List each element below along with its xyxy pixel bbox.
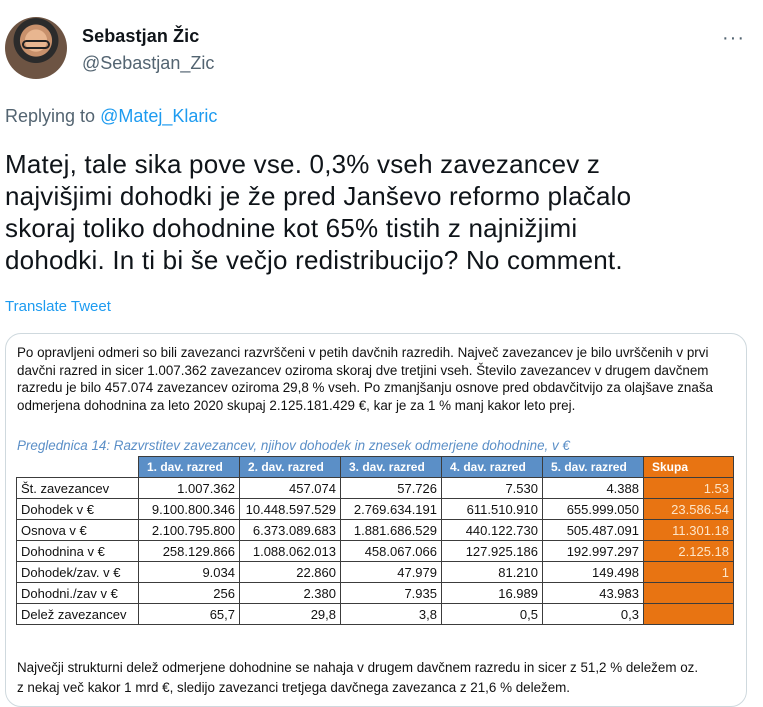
- header-cell-total: Skupa: [644, 457, 734, 478]
- table-cell: 258.129.866: [139, 541, 240, 562]
- table-cell: 457.074: [240, 478, 341, 499]
- table-cell: 0,3: [543, 604, 644, 625]
- reply-to-link[interactable]: @Matej_Klaric: [100, 106, 218, 126]
- table-cell: 9.100.800.346: [139, 499, 240, 520]
- table-cell: 2.380: [240, 583, 341, 604]
- table-cell: 1.007.362: [139, 478, 240, 499]
- author-handle[interactable]: @Sebastjan_Zic: [82, 53, 215, 73]
- header-cell: 5. dav. razred: [543, 457, 644, 478]
- table-cell: 7.530: [442, 478, 543, 499]
- table-cell: 81.210: [442, 562, 543, 583]
- image-intro-text: Po opravljeni odmeri so bili zavezanci razvrščeni v petih davčnih razredih. Največ zavezancev je bilo uvrščenih v prvi davčni razred in sicer 1.007.362 zavezancev oziroma skoraj dve tretjini vseh. Število zavezancev v drugem davčnem razredu je bilo 457.074 zavezancev oziroma 29,8 % vseh. Po zmanjšanju osnove pred obdavčitvijo za olajšave znaša odmerjena dohodnina za leto 2020 skupaj 2.125.181.429 €, kar je za 1 % manj kakor leto prej.: [17, 345, 713, 413]
- table-cell: 57.726: [341, 478, 442, 499]
- table-cell-total: 2.125.18: [644, 541, 734, 562]
- table-cell: 9.034: [139, 562, 240, 583]
- row-label: Dohodnina v €: [17, 541, 139, 562]
- table-cell: 1.881.686.529: [341, 520, 442, 541]
- header-cell: 3. dav. razred: [341, 457, 442, 478]
- table-cell: 2.769.634.191: [341, 499, 442, 520]
- table-cell: 43.983: [543, 583, 644, 604]
- table-cell: 611.510.910: [442, 499, 543, 520]
- table-cell: 440.122.730: [442, 520, 543, 541]
- table-cell: 16.989: [442, 583, 543, 604]
- more-options-icon[interactable]: ···: [722, 27, 745, 49]
- table-row: [17, 520, 734, 541]
- table-cell: 0,5: [442, 604, 543, 625]
- table-cell-total: 1.53: [644, 478, 734, 499]
- table-cell: 6.373.089.683: [240, 520, 341, 541]
- table-cell: 655.999.050: [543, 499, 644, 520]
- table-cell: 22.860: [240, 562, 341, 583]
- row-label: Dohodek v €: [17, 499, 139, 520]
- table-cell: 29,8: [240, 604, 341, 625]
- reply-prefix: Replying to: [5, 106, 96, 126]
- table-cell: 4.388: [543, 478, 644, 499]
- table-header-row: [17, 457, 734, 478]
- row-label: Osnova v €: [17, 520, 139, 541]
- table-cell-total: [644, 583, 734, 604]
- table-row: [17, 604, 734, 625]
- table-cell: 256: [139, 583, 240, 604]
- table-cell: 7.935: [341, 583, 442, 604]
- header-cell: 4. dav. razred: [442, 457, 543, 478]
- table-row: [17, 562, 734, 583]
- tweet-image[interactable]: [5, 333, 747, 707]
- table-cell-total: [644, 604, 734, 625]
- table-row: [17, 541, 734, 562]
- header-corner: [17, 457, 139, 478]
- author-avatar[interactable]: [5, 17, 67, 79]
- table-cell: 10.448.597.529: [240, 499, 341, 520]
- table-cell: 1.088.062.013: [240, 541, 341, 562]
- replying-to: [5, 106, 217, 127]
- table-row: [17, 478, 734, 499]
- table-cell: 127.925.186: [442, 541, 543, 562]
- table-cell: 505.487.091: [543, 520, 644, 541]
- header-cell: 1. dav. razred: [139, 457, 240, 478]
- author-name[interactable]: Sebastjan Žic: [82, 26, 200, 46]
- translate-tweet-link[interactable]: Translate Tweet: [5, 298, 111, 315]
- table-cell: 192.997.297: [543, 541, 644, 562]
- glasses-shape: [22, 40, 50, 49]
- row-label: Delež zavezancev: [17, 604, 139, 625]
- table-cell-total: 1: [644, 562, 734, 583]
- row-label: Dohodni./zav v €: [17, 583, 139, 604]
- table-cell: 2.100.795.800: [139, 520, 240, 541]
- row-label: Št. zavezancev: [17, 478, 139, 499]
- table-cell-total: 23.586.54: [644, 499, 734, 520]
- table-caption: Preglednica 14: Razvrstitev zavezancev, njihov dohodek in znesek odmerjene dohodnine, v €: [17, 438, 570, 453]
- table-row: [17, 499, 734, 520]
- tweet-text: Matej, tale sika pove vse. 0,3% vseh zavezancev z najvišjimi dohodki je že pred Janševo reformo plačalo skoraj toliko dohodnine kot 65% tistih z najnižjimi dohodki. In ti bi še večjo redistribucijo? No comment.: [5, 149, 632, 275]
- table-cell: 65,7: [139, 604, 240, 625]
- table-cell: 149.498: [543, 562, 644, 583]
- table-cell: 3,8: [341, 604, 442, 625]
- table-cell: 458.067.066: [341, 541, 442, 562]
- image-footer-text: Največji strukturni delež odmerjene dohodnine se nahaja v drugem davčnem razredu in sicer z 51,2 % deležem oz. z nekaj več kakor 1 mrd €, sledijo zavezanci tretjega davčnega zavezanca z 21,6 % deležem.: [17, 660, 699, 695]
- tax-table: [16, 456, 734, 625]
- row-label: Dohodek/zav. v €: [17, 562, 139, 583]
- header-cell: 2. dav. razred: [240, 457, 341, 478]
- table-row: [17, 583, 734, 604]
- table-cell: 47.979: [341, 562, 442, 583]
- table-cell-total: 11.301.18: [644, 520, 734, 541]
